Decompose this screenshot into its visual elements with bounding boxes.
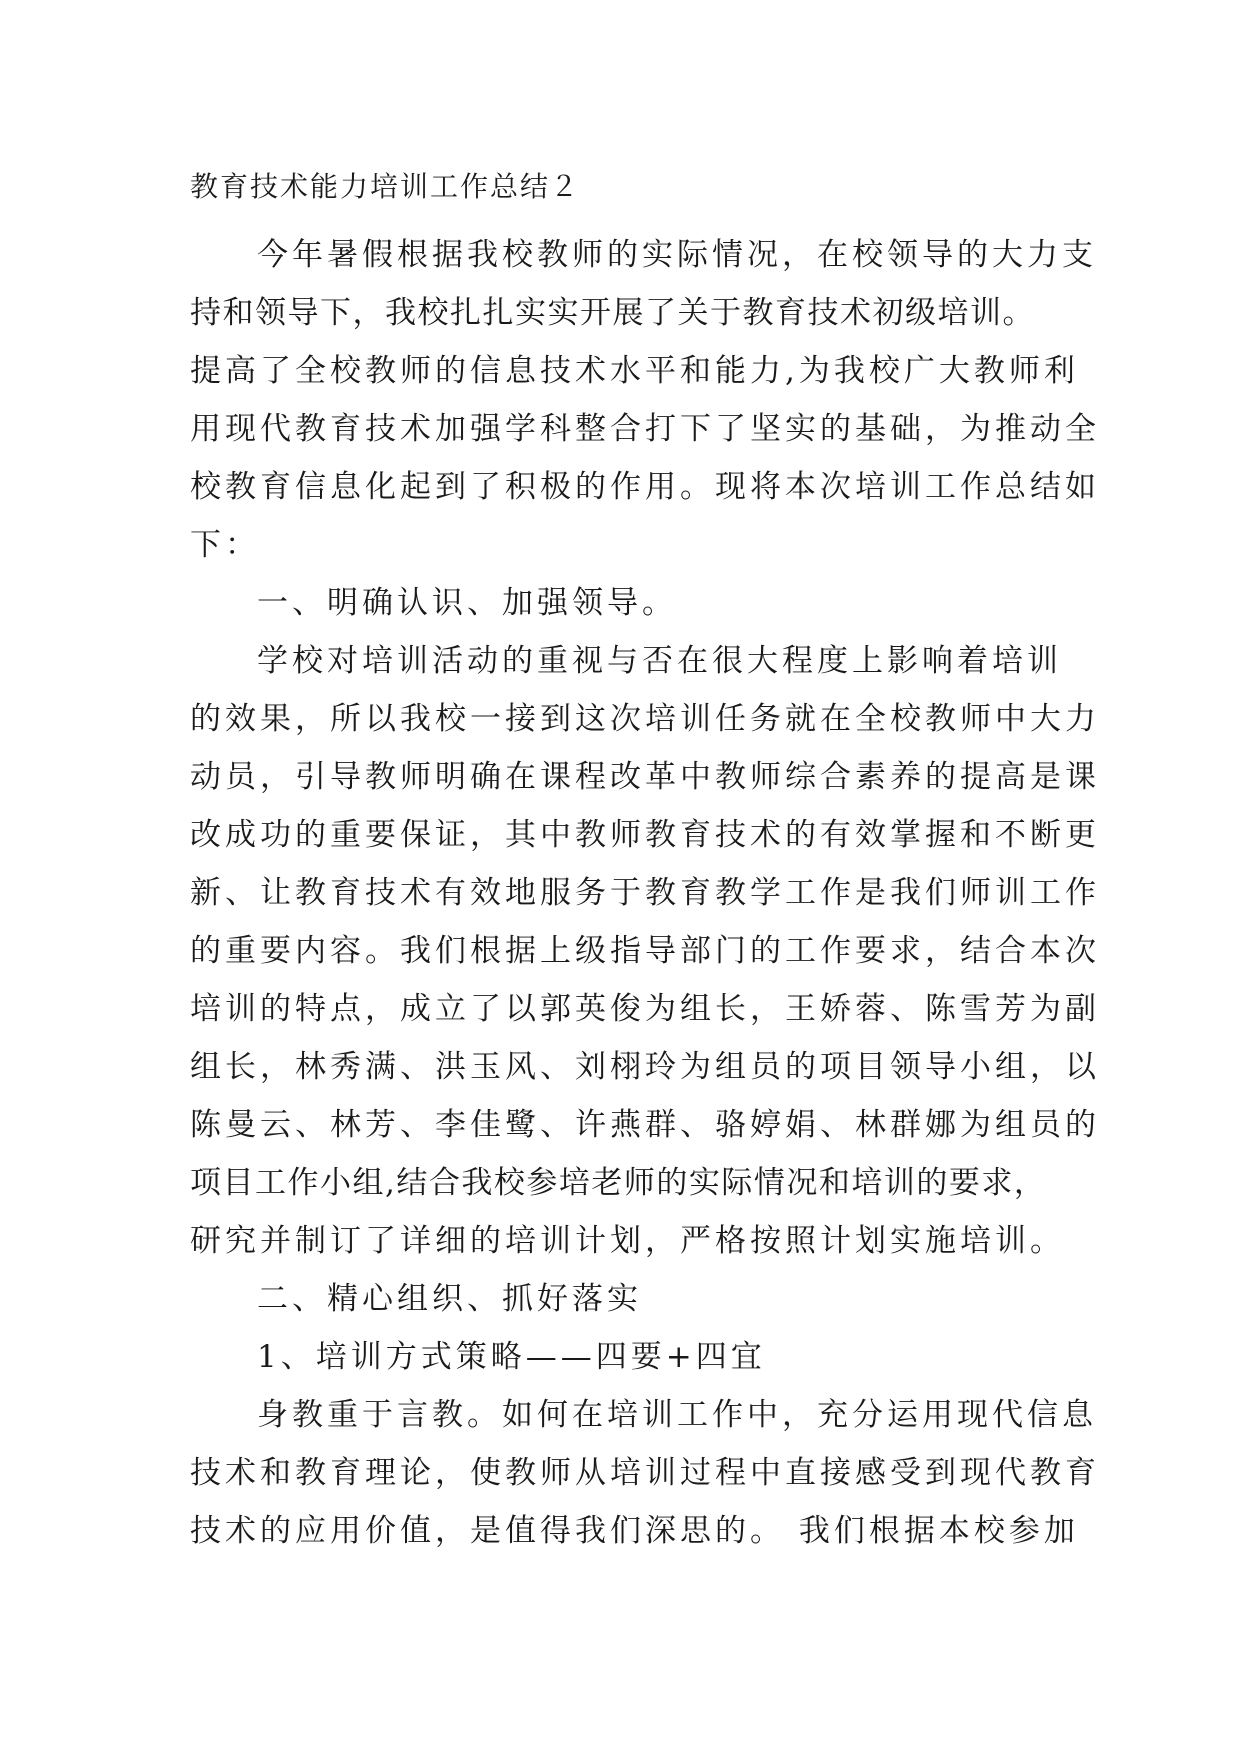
paragraph-line: 陈曼云、林芳、李佳鹭、许燕群、骆婷娟、林群娜为组员的 [190, 1107, 1100, 1143]
paragraph-line: 动员，引导教师明确在课程改革中教师综合素养的提高是课 [190, 759, 1100, 795]
paragraph-line: 学校对培训活动的重视与否在很大程度上影响着培训 [257, 643, 1062, 679]
paragraph-line: 持和领导下，我校扎扎实实开展了关于教育技术初级培训。 [190, 295, 1035, 331]
subsection-heading: 1、培训方式策略——四要+四宜 [257, 1339, 766, 1375]
paragraph-line: 提高了全校教师的信息技术水平和能力,为我校广大教师利 [190, 353, 1079, 389]
paragraph-line: 用现代教育技术加强学科整合打下了坚实的基础，为推动全 [190, 411, 1100, 447]
paragraph-line: 的效果，所以我校一接到这次培训任务就在全校教师中大力 [190, 701, 1100, 737]
paragraph-line: 组长，林秀满、洪玉风、刘栩玲为组员的项目领导小组，以 [190, 1049, 1100, 1085]
paragraph-line: 培训的特点，成立了以郭英俊为组长，王娇蓉、陈雪芳为副 [190, 991, 1100, 1027]
section-heading: 二、精心组织、抓好落实 [257, 1281, 642, 1317]
paragraph-line: 改成功的重要保证，其中教师教育技术的有效掌握和不断更 [190, 817, 1100, 853]
paragraph-line: 项目工作小组,结合我校参培老师的实际情况和培训的要求， [190, 1165, 1047, 1201]
paragraph-line: 的重要内容。我们根据上级指导部门的工作要求，结合本次 [190, 933, 1100, 969]
paragraph-line: 下： [190, 527, 260, 563]
section-heading: 一、明确认识、加强领导。 [257, 585, 677, 621]
paragraph-line: 研究并制订了详细的培训计划，严格按照计划实施培训。 [190, 1223, 1065, 1259]
paragraph-line: 新、让教育技术有效地服务于教育教学工作是我们师训工作 [190, 875, 1100, 911]
paragraph-line: 校教育信息化起到了积极的作用。现将本次培训工作总结如 [190, 469, 1100, 505]
paragraph-line: 技术的应用价值，是值得我们深思的。 我们根据本校参加 [190, 1513, 1079, 1549]
paragraph-line: 今年暑假根据我校教师的实际情况，在校领导的大力支 [257, 237, 1097, 273]
paragraph-line: 技术和教育理论，使教师从培训过程中直接感受到现代教育 [190, 1455, 1100, 1491]
document-body [190, 166, 1100, 1560]
document-title: 教育技术能力培训工作总结２ [190, 170, 581, 203]
paragraph-line: 身教重于言教。如何在培训工作中，充分运用现代信息 [257, 1397, 1097, 1433]
